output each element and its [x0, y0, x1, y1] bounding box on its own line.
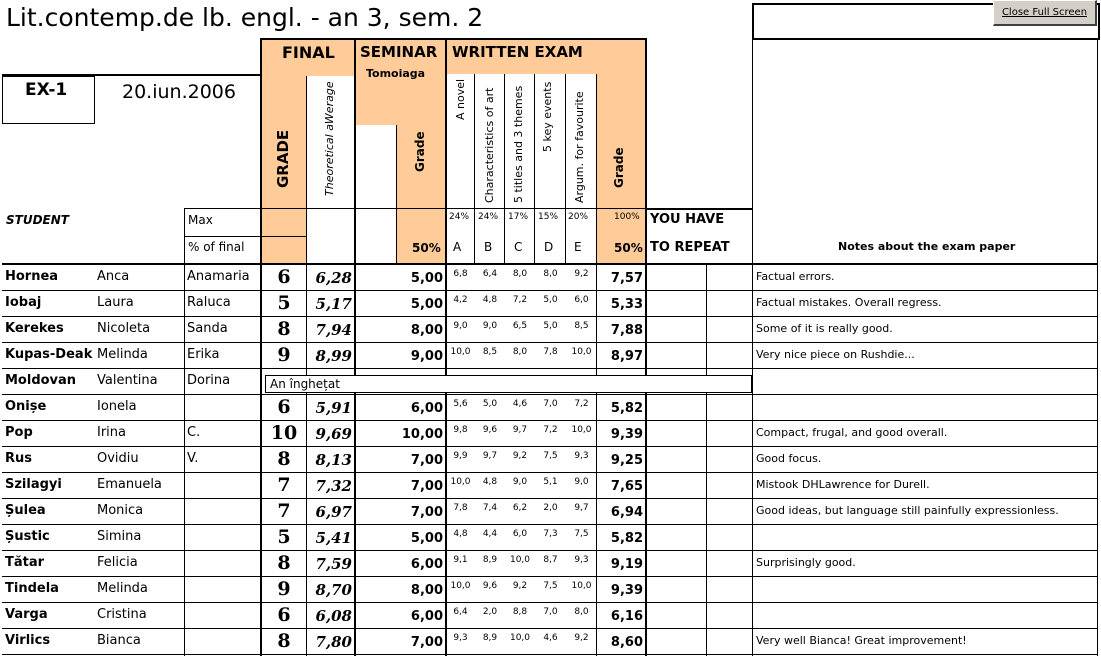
final-grade: 6: [277, 604, 291, 626]
criterion-b-score: 8,5: [482, 347, 498, 357]
criterion-d-score: 5,1: [543, 477, 558, 487]
close-full-screen-label: Close Full Screen: [1001, 7, 1088, 18]
student-first-name: Melinda: [97, 581, 148, 596]
criterion-a-score: 10,0: [450, 347, 471, 357]
student-last-name: Onișe: [5, 399, 47, 414]
criterion-a-score: 4,2: [453, 295, 468, 305]
criterion-e-score: 8,5: [574, 321, 589, 331]
pct-final-label: % of final: [188, 240, 245, 254]
theoretical-average: 5,91: [315, 399, 352, 417]
final-grade: 5: [277, 526, 291, 548]
criterion-c-score: 8,0: [512, 347, 528, 357]
written-grade: 5,82: [610, 531, 643, 546]
exam-note: Surprisingly good.: [756, 556, 856, 569]
seminar-grade: 7,00: [410, 635, 443, 650]
criterion-e-score: 10,0: [571, 347, 592, 357]
max-label: Max: [188, 213, 213, 227]
criterion-c-score: 8,8: [512, 607, 528, 617]
exam-note: Good ideas, but language still painfully expressionless.: [756, 504, 1059, 517]
theoretical-average: 7,59: [315, 555, 352, 573]
seminar-teacher: Tomoiaga: [366, 67, 426, 80]
seminar-grade: 7,00: [410, 453, 443, 468]
seminar-grade: 6,00: [410, 609, 443, 624]
criterion-b-score: 9,6: [482, 425, 498, 435]
criterion-c-score: 9,2: [512, 581, 528, 591]
row-divider: [262, 472, 1098, 473]
criterion-a-score: 6,4: [453, 607, 468, 617]
criterion-e-score: 10,0: [571, 581, 592, 591]
row-divider: [262, 550, 1098, 551]
frozen-note: An înghețat: [270, 377, 340, 391]
criterion-d-score: 5,0: [543, 321, 558, 331]
criterion-b-score: 4,4: [482, 529, 498, 539]
criterion-e-score: 7,2: [574, 399, 589, 409]
criterion-e-score: 7,5: [574, 529, 589, 539]
final-grade: 5: [277, 292, 291, 314]
criterion-c-score: 6,2: [512, 503, 528, 513]
student-first-name: Ovidiu: [97, 451, 139, 466]
row-divider: [2, 420, 260, 421]
theoretical-average: 8,99: [315, 347, 352, 365]
row-divider: [2, 576, 260, 577]
written-grade: 9,39: [610, 427, 643, 442]
criterion-d-score: 5,0: [543, 295, 558, 305]
criterion-a-score: 7,8: [453, 503, 468, 513]
criterion-b-score: 5,0: [482, 399, 498, 409]
final-grade: 6: [277, 266, 291, 288]
row-divider: [262, 394, 1098, 395]
written-grade: 6,16: [610, 609, 643, 624]
exam-note: Good focus.: [756, 452, 822, 465]
criterion-b-score: 9,7: [482, 451, 498, 461]
student-header: STUDENT: [6, 213, 69, 227]
final-header: FINAL: [282, 43, 335, 62]
row-divider: [262, 342, 1098, 343]
student-last-name: Tindela: [5, 581, 59, 596]
criterion-e-score: 9,3: [574, 555, 589, 565]
criterion-d-header: 5 key events: [541, 81, 554, 152]
student-first-name: Nicoleta: [97, 321, 151, 336]
criterion-a-score: 4,8: [453, 529, 468, 539]
criterion-a-score: 10,0: [450, 477, 471, 487]
written-grade: 7,57: [610, 271, 643, 286]
student-last-name: Șulea: [5, 503, 46, 518]
close-full-screen-button[interactable]: [993, 0, 1097, 26]
row-divider: [2, 602, 260, 603]
written-exam-header: WRITTEN EXAM: [452, 43, 583, 61]
criterion-b-score: 4,8: [482, 477, 498, 487]
student-last-name: Szilagyi: [5, 477, 62, 492]
row-divider: [2, 550, 260, 551]
student-first-name: Simina: [97, 529, 142, 544]
frozen-note-box: [265, 375, 752, 393]
criterion-a-score: 5,6: [453, 399, 468, 409]
criterion-a-header: A novel: [454, 78, 467, 120]
final-grade: 10: [270, 422, 298, 444]
criterion-e-score: 9,3: [574, 451, 589, 461]
final-grade: 9: [277, 344, 291, 366]
criterion-c-score: 8,0: [512, 269, 528, 279]
criterion-c-score: 4,6: [512, 399, 528, 409]
criterion-c-score: 9,0: [512, 477, 528, 487]
criterion-b-score: 6,4: [482, 269, 498, 279]
criterion-b-score: 8,9: [482, 555, 498, 565]
student-first-name: Valentina: [97, 373, 158, 388]
student-first-name: Melinda: [97, 347, 148, 362]
row-divider: [262, 524, 1098, 525]
seminar-grade: 6,00: [410, 557, 443, 572]
final-grade: 7: [277, 474, 291, 496]
criterion-c-score: 6,0: [512, 529, 528, 539]
criterion-d-score: 4,6: [543, 633, 558, 643]
theoretical-average: 6,97: [315, 503, 352, 521]
seminar-grade: 7,00: [410, 505, 443, 520]
final-grade: 8: [277, 630, 291, 652]
written-grade: 9,39: [610, 583, 643, 598]
row-divider: [2, 394, 260, 395]
seminar-grade: 6,00: [410, 401, 443, 416]
criterion-a-score: 9,3: [453, 633, 468, 643]
student-first-name: Anca: [97, 269, 130, 284]
final-grade-header: GRADE: [274, 129, 292, 188]
final-grade: 7: [277, 500, 291, 522]
student-last-name: Iobaj: [5, 295, 42, 310]
criterion-c-score: 9,2: [512, 451, 528, 461]
exam-date: 20.iun.2006: [122, 81, 236, 103]
student-last-name: Hornea: [5, 269, 59, 284]
seminar-grade: 8,00: [410, 323, 443, 338]
criterion-d-score: 7,3: [543, 529, 558, 539]
student-first-name: Laura: [97, 295, 134, 310]
student-first-name: Bianca: [97, 633, 141, 648]
theoretical-average: 7,80: [315, 633, 352, 651]
criterion-d-pct: 15%: [538, 212, 559, 222]
row-divider: [2, 654, 260, 655]
final-grade: 8: [277, 552, 291, 574]
exam-note: Factual mistakes. Overall regress.: [756, 296, 942, 309]
seminar-grade: 8,00: [410, 583, 443, 598]
row-divider: [262, 420, 1098, 421]
theoretical-average: 9,69: [315, 425, 352, 443]
student-last-name: Șustic: [5, 529, 50, 544]
student-last-name: Pop: [5, 425, 33, 440]
page-title: Lit.contemp.de lb. engl. - an 3, sem. 2: [6, 3, 484, 32]
row-divider: [2, 316, 260, 317]
written-grade-header: Grade: [612, 147, 626, 188]
criterion-a-score: 9,9: [453, 451, 468, 461]
row-divider: [2, 446, 260, 447]
seminar-grade: 7,00: [410, 479, 443, 494]
written-pct: 50%: [614, 241, 643, 255]
criterion-e-score: 9,7: [574, 503, 589, 513]
row-divider: [262, 628, 1098, 629]
row-divider: [262, 290, 1098, 291]
criterion-a-pct: 24%: [449, 212, 470, 222]
student-second-name: Sanda: [187, 321, 228, 336]
row-divider: [2, 342, 260, 343]
criterion-d-score: 7,2: [543, 425, 558, 435]
final-grade: 6: [277, 396, 291, 418]
written-grade: 7,65: [610, 479, 643, 494]
exam-note: Very nice piece on Rushdie...: [756, 348, 915, 361]
student-first-name: Emanuela: [97, 477, 162, 492]
student-last-name: Tătar: [5, 555, 45, 570]
written-max: 100%: [614, 212, 640, 222]
exam-note: Very well Bianca! Great improvement!: [756, 634, 967, 647]
seminar-grade-header: Grade: [413, 131, 427, 172]
student-last-name: Kerekes: [5, 321, 64, 336]
criterion-c-score: 10,0: [509, 633, 531, 643]
theoretical-average: 6,28: [315, 269, 352, 287]
exam-code: EX-1: [25, 80, 68, 100]
student-first-name: Irina: [97, 425, 126, 440]
criterion-e-header: Argum. for favourite: [573, 91, 586, 203]
student-last-name: Varga: [5, 607, 48, 622]
student-first-name: Ionela: [97, 399, 137, 414]
seminar-grade: 9,00: [410, 349, 443, 364]
criterion-e-score: 9,2: [574, 633, 589, 643]
seminar-grade: 5,00: [410, 297, 443, 312]
criterion-b-score: 9,0: [482, 321, 498, 331]
criterion-d-score: 7,0: [543, 607, 558, 617]
final-grade: 8: [277, 318, 291, 340]
seminar-pct: 50%: [412, 241, 441, 255]
row-divider: [2, 472, 260, 473]
row-divider: [2, 628, 260, 629]
exam-note: Compact, frugal, and good overall.: [756, 426, 948, 439]
criterion-d-score: 8,0: [543, 269, 558, 279]
theoretical-average: 7,94: [315, 321, 352, 339]
repeat-header-line1: YOU HAVE: [650, 212, 725, 227]
final-grade: 8: [277, 448, 291, 470]
criterion-e-letter: E: [574, 240, 582, 254]
written-grade: 6,94: [610, 505, 643, 520]
criterion-c-score: 9,7: [512, 425, 528, 435]
theoretical-average: 8,13: [315, 451, 352, 469]
notes-header: Notes about the exam paper: [838, 240, 1016, 253]
criterion-c-score: 7,2: [512, 295, 528, 305]
written-grade: 5,33: [610, 297, 643, 312]
criterion-c-letter: C: [514, 240, 523, 254]
row-divider: [262, 498, 1098, 499]
student-last-name: Rus: [5, 451, 33, 466]
criterion-c-score: 10,0: [509, 555, 531, 565]
criterion-e-score: 6,0: [574, 295, 589, 305]
criterion-c-score: 6,5: [512, 321, 528, 331]
criterion-d-score: 7,8: [543, 347, 558, 357]
row-divider: [262, 368, 1098, 369]
written-grade: 9,19: [610, 557, 643, 572]
criterion-c-pct: 17%: [508, 212, 529, 222]
exam-note: Factual errors.: [756, 270, 835, 283]
criterion-a-score: 9,1: [453, 555, 468, 565]
written-grade: 8,97: [610, 349, 643, 364]
criterion-d-letter: D: [544, 240, 554, 254]
row-divider: [2, 524, 260, 525]
final-grade: 9: [277, 578, 291, 600]
student-second-name: Raluca: [187, 295, 231, 310]
seminar-grade: 5,00: [410, 271, 443, 286]
criterion-c-header: 5 titles and 3 themes: [512, 85, 525, 203]
row-divider: [2, 290, 260, 291]
row-divider: [262, 654, 1098, 655]
student-first-name: Monica: [97, 503, 144, 518]
row-divider: [262, 602, 1098, 603]
theoretical-average-header: Theoretical aWerage: [323, 81, 336, 196]
seminar-grade: 5,00: [410, 531, 443, 546]
criterion-e-score: 9,0: [574, 477, 589, 487]
criterion-e-score: 9,2: [574, 269, 589, 279]
theoretical-average: 5,17: [315, 295, 352, 313]
exam-note: Mistook DHLawrence for Durell.: [756, 478, 930, 491]
criterion-b-pct: 24%: [478, 212, 499, 222]
student-second-name: C.: [187, 425, 201, 440]
criterion-b-score: 9,6: [482, 581, 498, 591]
theoretical-average: 8,70: [315, 581, 352, 599]
student-second-name: Dorina: [187, 373, 231, 388]
row-divider: [2, 368, 260, 369]
criterion-d-score: 7,0: [543, 399, 558, 409]
repeat-header-line2: TO REPEAT: [650, 240, 730, 255]
written-grade: 5,82: [610, 401, 643, 416]
criterion-e-score: 10,0: [571, 425, 592, 435]
student-second-name: V.: [187, 451, 199, 466]
student-second-name: Erika: [187, 347, 220, 362]
theoretical-average: 7,32: [315, 477, 352, 495]
criterion-e-pct: 20%: [568, 212, 589, 222]
criterion-b-score: 2,0: [482, 607, 498, 617]
seminar-grade: 10,00: [401, 427, 443, 442]
student-last-name: Moldovan: [5, 373, 77, 388]
criterion-d-score: 7,5: [543, 451, 558, 461]
theoretical-average: 5,41: [315, 529, 352, 547]
criterion-a-score: 6,8: [453, 269, 468, 279]
exam-note: Some of it is really good.: [756, 322, 893, 335]
criterion-d-score: 2,0: [543, 503, 558, 513]
row-divider: [262, 316, 1098, 317]
criterion-a-score: 10,0: [450, 581, 471, 591]
row-divider: [262, 446, 1098, 447]
student-second-name: Anamaria: [187, 269, 250, 284]
criterion-a-score: 9,8: [453, 425, 468, 435]
seminar-header: SEMINAR: [360, 43, 438, 61]
criterion-b-score: 8,9: [482, 633, 498, 643]
written-grade: 8,60: [610, 635, 643, 650]
criterion-a-letter: A: [453, 240, 462, 254]
criterion-d-score: 7,5: [543, 581, 558, 591]
written-grade: 9,25: [610, 453, 643, 468]
student-first-name: Cristina: [97, 607, 147, 622]
criterion-a-score: 9,0: [453, 321, 468, 331]
student-last-name: Kupas-Deak: [5, 347, 93, 362]
student-first-name: Felicia: [97, 555, 138, 570]
criterion-d-score: 8,7: [543, 555, 558, 565]
criterion-b-score: 7,4: [482, 503, 498, 513]
criterion-b-header: Characteristics of art: [483, 87, 496, 203]
row-divider: [262, 576, 1098, 577]
written-grade: 7,88: [610, 323, 643, 338]
criterion-b-letter: B: [484, 240, 493, 254]
criterion-e-score: 8,0: [574, 607, 589, 617]
theoretical-average: 6,08: [315, 607, 352, 625]
criterion-b-score: 4,8: [482, 295, 498, 305]
student-last-name: Virlics: [5, 633, 51, 648]
row-divider: [2, 498, 260, 499]
